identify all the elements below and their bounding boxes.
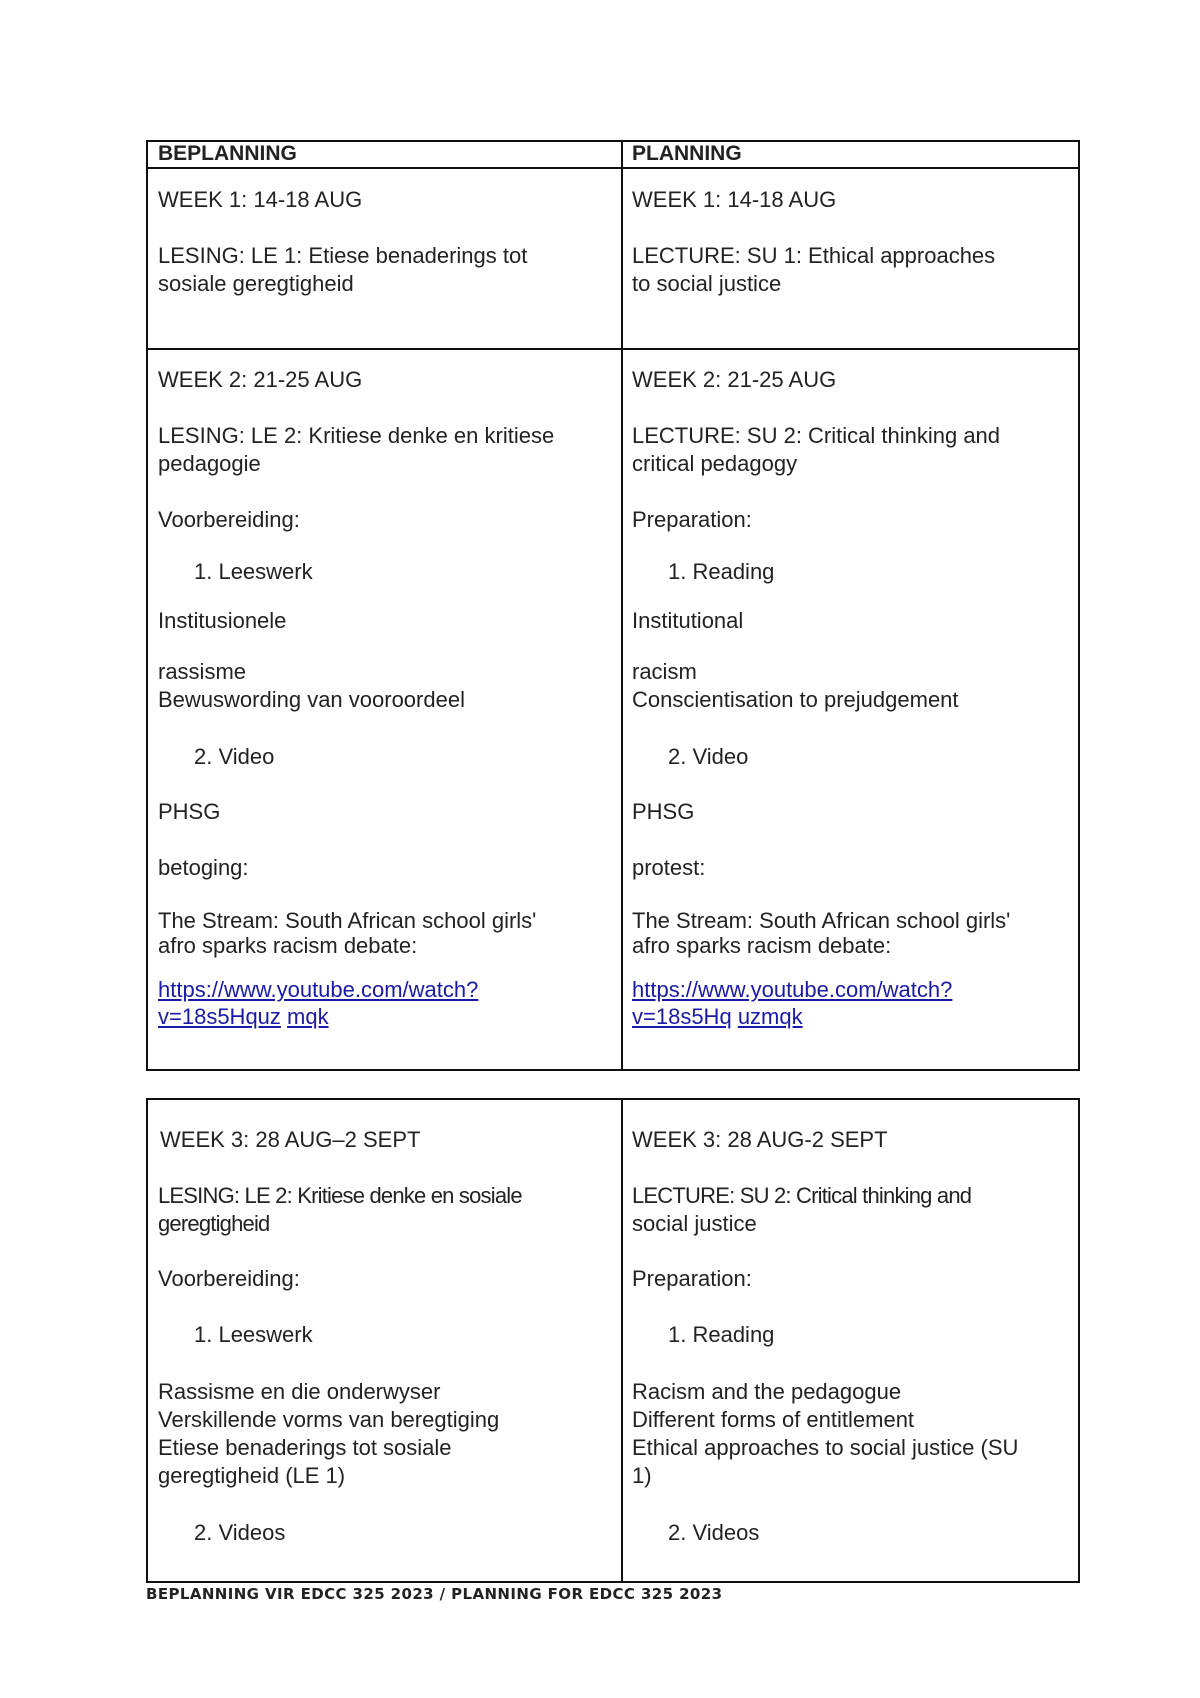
reading-line: Verskillende vorms van beregtiging	[158, 1407, 500, 1432]
youtube-link[interactable]	[158, 1003, 329, 1031]
reading-line: rassisme	[158, 659, 247, 684]
reading-line: Ethical approaches to social justice (SU	[632, 1435, 1019, 1460]
reading-line: Conscientisation to prejudgement	[632, 687, 959, 712]
week2-right-cell	[632, 360, 1072, 1060]
week-title: WEEK 3: 28 AUG–2 SEPT	[160, 1127, 421, 1152]
lecture-line: geregtigheid	[158, 1211, 270, 1236]
header-divider	[148, 167, 1078, 169]
lecture-line: LECTURE: SU 2: Critical thinking and	[632, 1183, 972, 1208]
reading-line: Racism and the pedagogue	[632, 1379, 902, 1404]
youtube-link-line2b[interactable]: mqk	[287, 1004, 329, 1029]
youtube-link-line2a[interactable]: v=18s5Hq	[632, 1004, 732, 1029]
list-item-videos: 2. Videos	[668, 1520, 760, 1545]
lecture-line: social justice	[632, 1211, 757, 1236]
week-title: WEEK 2: 21-25 AUG	[158, 367, 363, 392]
header-left	[158, 142, 613, 166]
youtube-link-line1[interactable]: https://www.youtube.com/watch?	[158, 977, 479, 1002]
video-line: PHSG	[158, 799, 221, 824]
lecture-line: LESING: LE 1: Etiese benaderings tot	[158, 243, 528, 268]
header-beplanning: BEPLANNING	[158, 142, 297, 165]
video-line: protest:	[632, 855, 706, 880]
lecture-line: critical pedagogy	[632, 451, 798, 476]
reading-line: geregtigheid (LE 1)	[158, 1463, 346, 1488]
planning-table-2	[146, 1098, 1080, 1583]
column-divider	[621, 1100, 623, 1581]
reading-line: Different forms of entitlement	[632, 1407, 915, 1432]
page-footer: BEPLANNING VIR EDCC 325 2023 / PLANNING FOR EDCC 325 2023	[146, 1585, 723, 1603]
list-item-video: 2. Video	[194, 744, 275, 769]
preparation-label: Voorbereiding:	[158, 507, 300, 532]
week1-divider	[148, 348, 1078, 350]
video-line: betoging:	[158, 855, 249, 880]
reading-line: Institusionele	[158, 608, 287, 633]
week1-left-cell	[158, 180, 613, 340]
video-line: afro sparks racism debate:	[158, 933, 418, 958]
youtube-link[interactable]	[158, 976, 478, 1004]
lecture-line: LESING: LE 2: Kritiese denke en kritiese	[158, 423, 555, 448]
reading-line: 1)	[632, 1463, 652, 1488]
list-item-reading: 1. Reading	[668, 1322, 775, 1347]
week-title: WEEK 3: 28 AUG-2 SEPT	[632, 1127, 888, 1152]
list-item-reading: 1. Leeswerk	[194, 1322, 313, 1347]
youtube-link-line2a[interactable]: v=18s5Hquz	[158, 1004, 281, 1029]
reading-line: Institutional	[632, 608, 744, 633]
week3-left-cell	[158, 1126, 613, 1576]
video-line: The Stream: South African school girls'	[158, 908, 537, 933]
lecture-line: LECTURE: SU 1: Ethical approaches	[632, 243, 996, 268]
video-line: The Stream: South African school girls'	[632, 908, 1011, 933]
reading-line: Bewuswording van vooroordeel	[158, 687, 465, 712]
video-line: afro sparks racism debate:	[632, 933, 892, 958]
planning-table-1	[146, 140, 1080, 1071]
column-divider	[621, 142, 623, 1069]
list-item-video: 2. Video	[668, 744, 749, 769]
youtube-link-line1[interactable]: https://www.youtube.com/watch?	[632, 977, 953, 1002]
lecture-line: sosiale geregtigheid	[158, 271, 354, 296]
preparation-label: Preparation:	[632, 507, 752, 532]
header-planning: PLANNING	[632, 142, 742, 165]
preparation-label: Voorbereiding:	[158, 1266, 300, 1291]
lecture-line: LECTURE: SU 2: Critical thinking and	[632, 423, 1001, 448]
youtube-link[interactable]	[632, 1003, 803, 1031]
week3-right-cell	[632, 1126, 1072, 1576]
header-right	[632, 142, 1072, 166]
youtube-link-line2b[interactable]: uzmqk	[737, 1004, 803, 1029]
lecture-line: pedagogie	[158, 451, 261, 476]
list-item-reading: 1. Reading	[668, 559, 775, 584]
reading-line: Etiese benaderings tot sosiale	[158, 1435, 452, 1460]
week2-left-cell	[158, 360, 613, 1060]
list-item-videos: 2. Videos	[194, 1520, 286, 1545]
week-title: WEEK 1: 14-18 AUG	[632, 187, 837, 212]
week-title: WEEK 2: 21-25 AUG	[632, 367, 837, 392]
lecture-line: LESING: LE 2: Kritiese denke en sosiale	[158, 1183, 522, 1208]
reading-line: Rassisme en die onderwyser	[158, 1379, 441, 1404]
youtube-link[interactable]	[632, 976, 952, 1004]
lecture-line: to social justice	[632, 271, 782, 296]
preparation-label: Preparation:	[632, 1266, 752, 1291]
list-item-reading: 1. Leeswerk	[194, 559, 313, 584]
video-line: PHSG	[632, 799, 695, 824]
reading-line: racism	[632, 659, 697, 684]
week-title: WEEK 1: 14-18 AUG	[158, 187, 363, 212]
week1-right-cell	[632, 180, 1072, 340]
